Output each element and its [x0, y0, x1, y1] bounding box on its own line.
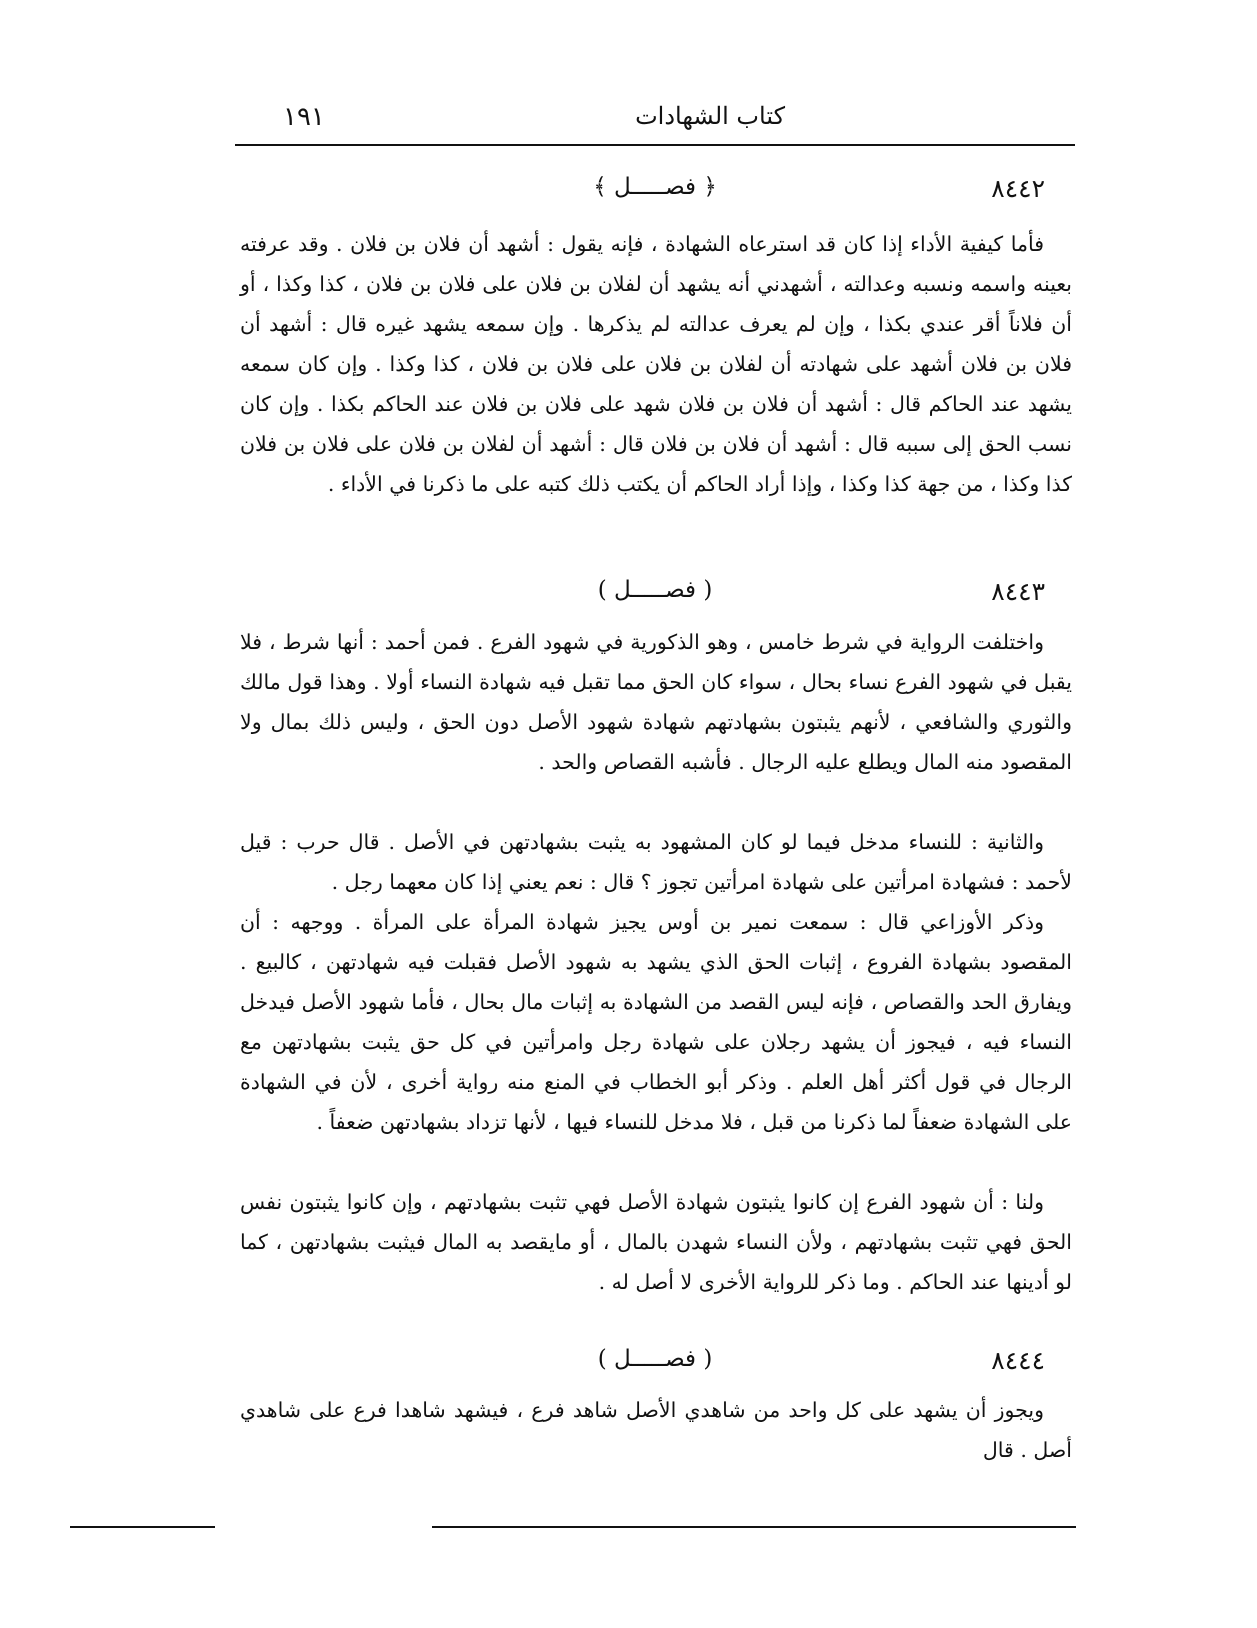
page-header [235, 96, 1075, 144]
header-rule [235, 144, 1075, 146]
paragraph: والثانية : للنساء مدخل فيما لو كان المشهود به يثبت بشهادتهن في الأصل . قال حرب : قيل لأحمد : فشهادة امرأتين على شهادة امرأتين تجوز ؟ قال : نعم يعني إذا كان معهما رجل . [240, 830, 1072, 894]
section-heading [235, 1342, 1075, 1386]
running-title: كتاب الشهادات [635, 102, 785, 130]
section-title: ( فصـــــل ) [597, 577, 713, 603]
section-number: ٨٤٤٢ [991, 174, 1045, 203]
page-number: ١٩١ [283, 102, 325, 132]
section-title: ﴿ فصـــــل ﴾ [593, 174, 717, 200]
section-heading [235, 573, 1075, 617]
section-number: ٨٤٤٣ [991, 577, 1045, 606]
paragraph: ولنا : أن شهود الفرع إن كانوا يثبتون شهادة الأصل فهي تثبت بشهادتهم ، وإن كانوا يثبتون نفس الحق فهي تثبت بشهادتهم ، ولأن النساء شهدن بالمال ، أو مايقصد به المال فيثبت بشهادتهن ، كما لو أدينها عند الحاكم . وما ذكر للرواية الأخرى لا أصل له . [240, 1190, 1072, 1294]
footnote-rule-left [70, 1526, 215, 1528]
section-title: ( فصـــــل ) [597, 1346, 713, 1372]
paragraph: ويجوز أن يشهد على كل واحد من شاهدي الأصل شاهد فرع ، فيشهد شاهدا فرع على شاهدي أصل . قال [240, 1398, 1072, 1462]
footnote-rule-right [432, 1526, 1076, 1528]
paragraph: وذكر الأوزاعي قال : سمعت نمير بن أوس يجيز شهادة المرأة على المرأة . ووجهه : أن المقصود بشهادة الفروع ، إثبات الحق الذي يشهد به شهود الأصل فقبلت فيه شهادتهن ، كالبيع . ويفارق الحد والقصاص ، فإنه ليس القصد من الشهادة به إثبات مال بحال ، فأما شهود الأصل فيدخل النساء فيه ، فيجوز أن يشهد رجلان على شهادة رجل وامرأتين في كل حق يثبت بشهادتهن مع الرجال في قول أكثر أهل العلم . وذكر أبو الخطاب في المنع منه رواية أخرى ، لأن في الشهادة على الشهادة ضعفاً لما ذكرنا من قبل ، فلا مدخل للنساء فيها ، لأنها تزداد بشهادتهن ضعفاً . [240, 910, 1072, 1134]
paragraph: واختلفت الرواية في شرط خامس ، وهو الذكورية في شهود الفرع . فمن أحمد : أنها شرط ، فلا يقبل في شهود الفرع نساء بحال ، سواء كان الحق مما تقبل فيه شهادة النساء أولا . وهذا قول مالك والثوري والشافعي ، لأنهم يثبتون بشهادتهم شهادة شهود الأصل دون الحق ، وليس ذلك بمال ولا المقصود منه المال ويطلع عليه الرجال . فأشبه القصاص والحد . [240, 630, 1072, 774]
paragraph: فأما كيفية الأداء إذا كان قد استرعاه الشهادة ، فإنه يقول : أشهد أن فلان بن فلان . وقد عرفته بعينه واسمه ونسبه وعدالته ، أشهدني أنه يشهد أن لفلان بن فلان على فلان بن فلان ، كذا وكذا ، أو أن فلاناً أقر عندي بكذا ، وإن لم يعرف عدالته لم يذكرها . وإن سمعه يشهد غيره قال : أشهد أن فلان بن فلان أشهد على شهادته أن لفلان بن فلان على فلان بن فلان ، كذا وكذا . وإن كان سمعه يشهد عند الحاكم قال : أشهد أن فلان بن فلان شهد على فلان بن فلان عند الحاكم بكذا . وإن كان نسب الحق إلى سببه قال : أشهد أن فلان بن فلان قال : أشهد أن لفلان بن فلان على فلان بن فلان كذا وكذا ، من جهة كذا وكذا ، وإذا أراد الحاكم أن يكتب ذلك كتبه على ما ذكرنا في الأداء . [240, 232, 1072, 496]
section-heading [235, 170, 1075, 214]
section-number: ٨٤٤٤ [991, 1346, 1045, 1375]
